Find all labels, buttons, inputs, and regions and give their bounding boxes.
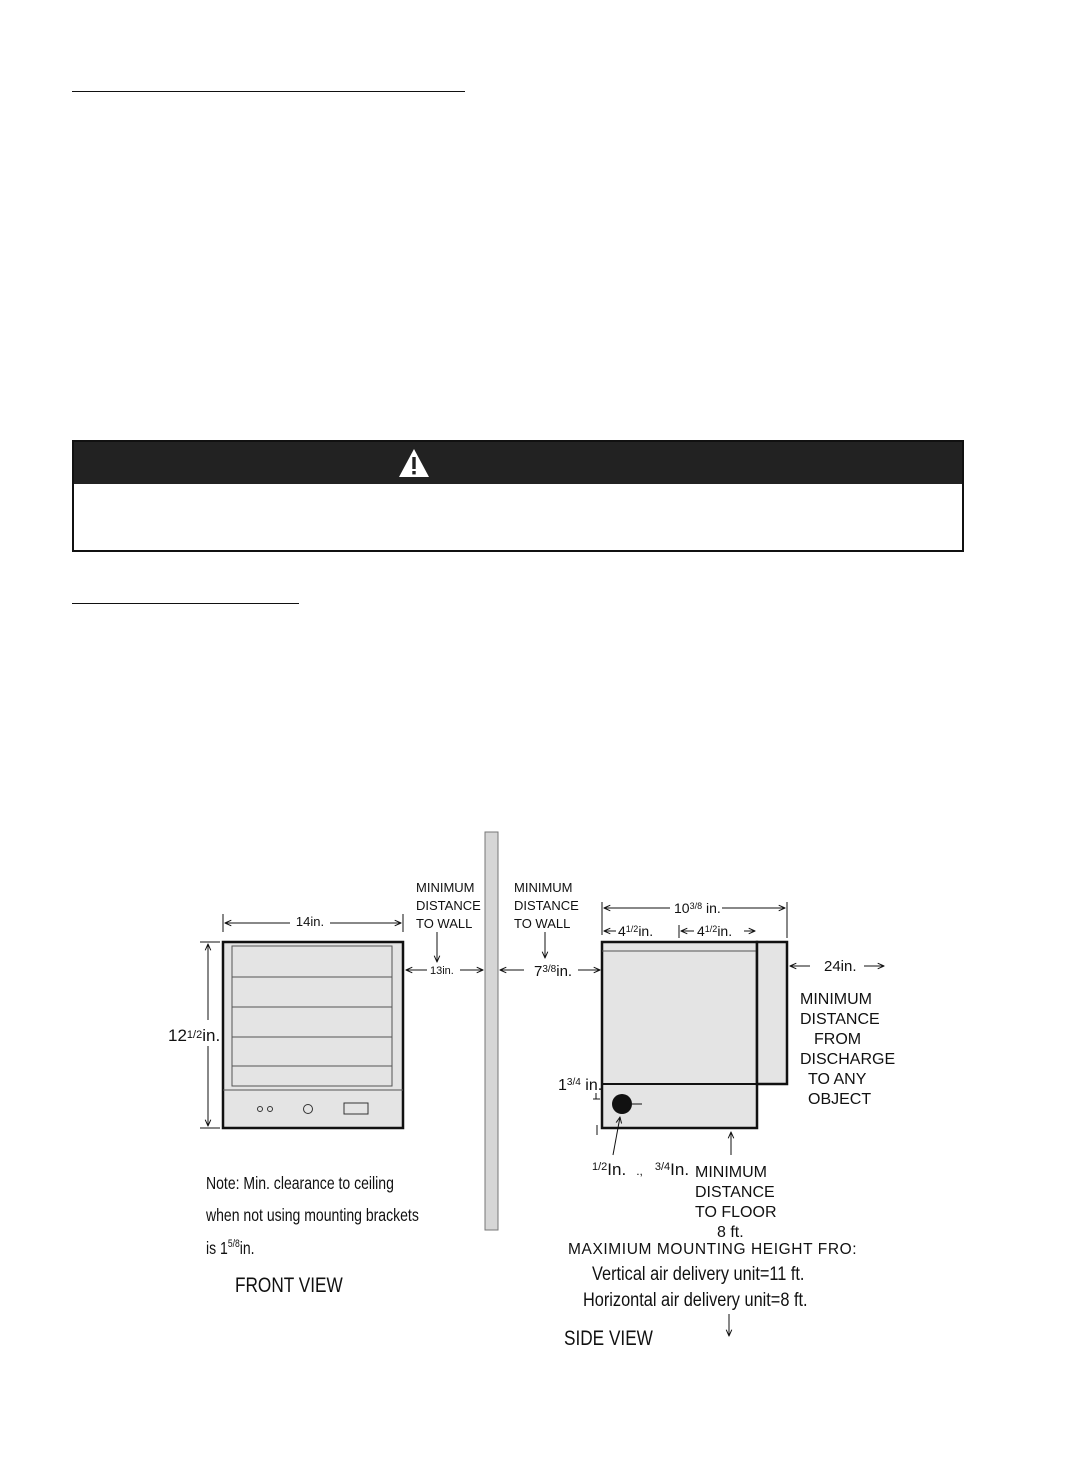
discharge-louver [757, 942, 787, 1084]
front-view-caption: FRONT VIEW [235, 1274, 343, 1298]
side-half-b-label: $4^{1/2}in$. [697, 923, 733, 939]
discharge-clearance-label: MINIMUM DISTANCE FROM DISCHARGE TO ANY OBJECT [800, 991, 896, 1108]
front-wall-label: MINIMUM DISTANCE TO WALL [416, 880, 481, 931]
discharge-gap-label: 24in. [824, 958, 857, 975]
side-view [500, 880, 900, 1350]
side-wall-gap-label: $7^{3/8}in$. [534, 963, 573, 980]
ceiling-clearance-note: Note: Min. clearance to ceiling when not using mounting brackets is $1^{5/8}in$. [206, 1173, 419, 1259]
knockout-height-label: $1^{3/4}$ in. [558, 1077, 603, 1094]
front-wall-gap-label: 13in. [430, 965, 454, 977]
side-depth-label: $10^{3/8}$ in. [674, 900, 721, 916]
floor-clearance-label: MINIMUM DISTANCE TO FLOOR 8 ft. [695, 1164, 777, 1241]
vertical-unit-height: Vertical air delivery unit=11 ft. [592, 1262, 805, 1285]
side-half-a-label: $4^{1/2}in$. [618, 923, 654, 939]
max-mounting-height-title: MAXIMIUM MOUNTING HEIGHT FRO: [568, 1241, 858, 1258]
wall [485, 832, 498, 1230]
front-grille [232, 946, 392, 1086]
conduit-size-label: $^{1/2}$In. ., $^{3/4}$In. [592, 1160, 690, 1179]
front-width-label: 14in. [295, 914, 325, 929]
side-wall-label: MINIMUM DISTANCE TO WALL [514, 880, 579, 931]
horizontal-unit-height: Horizontal air delivery unit=8 ft. [583, 1288, 808, 1311]
front-height-label: 121/2in. [168, 1026, 221, 1045]
side-view-caption: SIDE VIEW [564, 1327, 653, 1351]
front-view [168, 880, 484, 1297]
conduit-knockout [612, 1094, 632, 1114]
